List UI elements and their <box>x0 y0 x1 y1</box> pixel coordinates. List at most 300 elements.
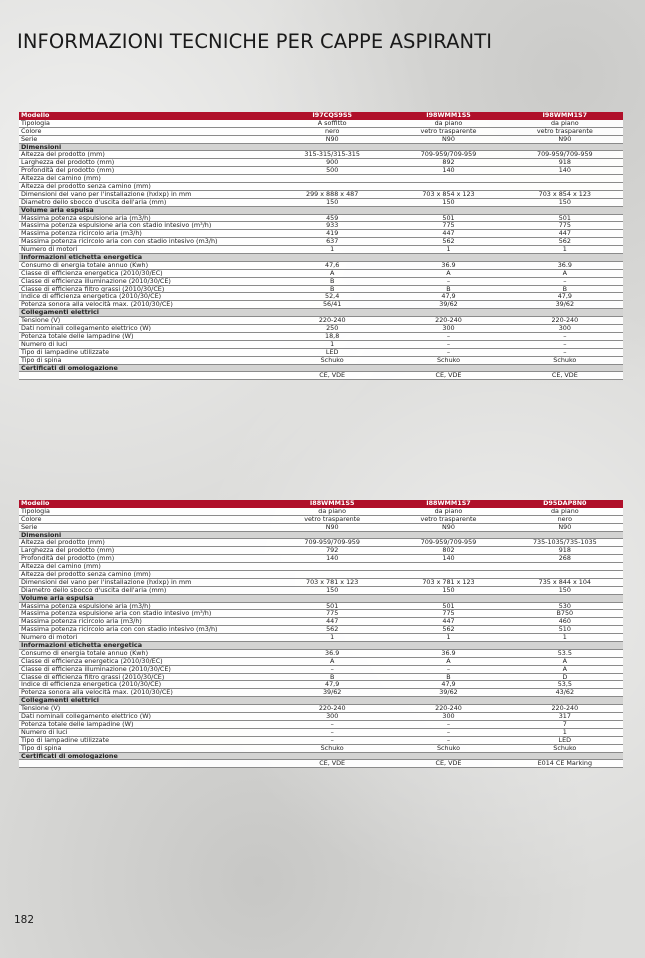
row-label: Massima potenza espulsione aria con stadio intesivo (m³/h) <box>21 222 212 230</box>
cell-value <box>507 183 623 190</box>
cell-value: 300 <box>442 325 455 332</box>
cell-value: B <box>446 673 451 681</box>
row-label: Numero di luci <box>21 728 68 736</box>
cell-value: 447 <box>442 618 455 626</box>
cell-value <box>390 532 506 539</box>
cell-value <box>507 144 623 151</box>
row-label: Tensione (V) <box>21 705 61 713</box>
cell-value: I88WMM1S7 <box>426 500 471 507</box>
row-label: Colore <box>21 515 42 523</box>
cell-value: 900 <box>326 159 339 167</box>
cell-value: 300 <box>558 325 571 332</box>
row-label: Altezza del camino (mm) <box>21 175 101 183</box>
cell-value: 735-1035/735-1035 <box>532 539 597 547</box>
cell-value: – <box>563 340 567 348</box>
cell-value: 501 <box>558 214 571 222</box>
row-label: Certificati di omologazione <box>21 364 118 372</box>
row-label: Massima potenza ricircolo aria (m3/h) <box>21 230 142 238</box>
cell-value: – <box>330 720 334 728</box>
row-label: Tipo di lampadine utilizzate <box>21 736 110 744</box>
cell-value: B <box>329 673 335 681</box>
table-row <box>19 230 623 238</box>
cell-value <box>274 642 390 649</box>
cell-value <box>274 254 390 261</box>
row-label: Massima potenza ricircolo aria con con stadio intesivo (m3/h) <box>21 238 218 246</box>
cell-value <box>274 365 390 372</box>
row-label: Classe di efficienza filtro grassi (2010/30/CE) <box>21 285 165 293</box>
cell-value: I98WMM1S5 <box>426 112 471 119</box>
cell-value: B <box>446 285 451 293</box>
cell-value: 933 <box>326 222 339 230</box>
cell-value: nero <box>324 127 340 135</box>
cell-value: – <box>446 277 451 285</box>
table-row <box>19 175 623 183</box>
cell-value <box>507 309 623 316</box>
cell-value: 703 x 781 x 123 <box>422 578 475 586</box>
cell-value: 709-959/709-959 <box>537 151 593 159</box>
table-row <box>19 325 623 333</box>
cell-value <box>274 183 390 190</box>
cell-value: B750 <box>556 610 574 618</box>
cell-value <box>507 207 623 214</box>
cell-value: vetro trasparente <box>536 127 593 135</box>
table-row <box>19 729 623 737</box>
cell-value: 459 <box>326 214 339 222</box>
cell-value: da piano <box>550 119 579 127</box>
row-label: Tipologia <box>21 507 50 515</box>
cell-value: 501 <box>442 602 455 610</box>
cell-value: Schuko <box>553 356 577 364</box>
row-label: Numero di luci <box>21 340 68 348</box>
row-label: Collegamenti elettrici <box>21 697 99 705</box>
table-row <box>19 603 623 611</box>
table-row <box>19 301 623 309</box>
cell-value <box>390 365 506 372</box>
row-label: Serie <box>21 523 38 531</box>
cell-value: 447 <box>558 230 571 238</box>
table-row <box>19 199 623 207</box>
table-row <box>19 349 623 357</box>
section-header-row <box>19 595 623 603</box>
cell-value: I98WMM1S7 <box>542 112 588 119</box>
table-row <box>19 650 623 658</box>
cell-value: 36.9 <box>325 649 340 657</box>
cell-value: Schuko <box>436 356 461 364</box>
cell-value: 447 <box>326 618 339 626</box>
cell-value: 268 <box>558 555 571 563</box>
cell-value: 1 <box>562 246 567 254</box>
cell-value: 36.9 <box>557 261 572 269</box>
table-row <box>19 666 623 674</box>
cell-value: 220-240 <box>318 705 346 713</box>
table-row <box>19 238 623 246</box>
table-row <box>19 610 623 618</box>
row-label: Altezza del camino (mm) <box>21 563 101 571</box>
cell-value: 52,4 <box>325 293 340 301</box>
spec-table-1 <box>19 112 623 380</box>
table-row <box>19 563 623 571</box>
cell-value: 775 <box>326 610 339 618</box>
cell-value <box>390 183 506 190</box>
cell-value: – <box>563 348 567 356</box>
cell-value: 709-959/709-959 <box>304 539 360 547</box>
section-header-row <box>19 254 623 262</box>
cell-value: 150 <box>326 198 339 206</box>
table-row <box>19 372 623 380</box>
cell-value: CE, VDE <box>435 372 462 380</box>
table-row <box>19 167 623 175</box>
section-header-row <box>19 697 623 705</box>
cell-value: 150 <box>558 198 571 206</box>
cell-value: – <box>330 736 334 744</box>
cell-value: da piano <box>434 507 463 515</box>
row-label: Potenza sonora alla velocità max. (2010/30/CE) <box>21 689 173 697</box>
cell-value: 775 <box>558 222 571 230</box>
table-row <box>19 183 623 191</box>
cell-value: – <box>446 728 451 736</box>
cell-value: 501 <box>326 602 339 610</box>
row-label: Massima potenza espulsione aria con stadio intesivo (m³/h) <box>21 610 212 618</box>
cell-value <box>274 532 390 539</box>
table-row <box>19 516 623 524</box>
cell-value: Schuko <box>320 356 344 364</box>
cell-value: 501 <box>442 214 455 222</box>
table-row <box>19 508 623 516</box>
cell-value: 220-240 <box>551 317 579 325</box>
table-row <box>19 222 623 230</box>
cell-value: – <box>446 348 451 356</box>
cell-value: 709-959/709-959 <box>420 539 477 547</box>
table-row <box>19 524 623 532</box>
table-row <box>19 745 623 753</box>
table-row <box>19 674 623 682</box>
table-row <box>19 713 623 721</box>
table-row <box>19 539 623 547</box>
cell-value: 53.5 <box>557 649 572 657</box>
cell-value: 220-240 <box>435 705 462 713</box>
row-label: Altezza del prodotto (mm) <box>21 539 105 547</box>
cell-value: 709-959/709-959 <box>420 151 477 159</box>
cell-value <box>274 563 390 570</box>
cell-value: 500 <box>326 167 339 175</box>
row-label: Dimensioni del vano per l'installazione (hxlxp) in mm <box>21 578 192 586</box>
row-label: Massima potenza ricircolo aria (m3/h) <box>21 618 142 626</box>
cell-value <box>274 309 390 316</box>
cell-value: 36.9 <box>441 649 456 657</box>
cell-value <box>507 595 623 602</box>
row-label: Profondità del prodotto (mm) <box>21 167 115 175</box>
cell-value: 1 <box>562 634 567 642</box>
row-label: Tensione (V) <box>21 317 61 325</box>
table-header-row <box>19 112 623 120</box>
row-label: Volume aria espulsa <box>21 594 94 602</box>
cell-value: 892 <box>442 159 455 167</box>
cell-value <box>274 697 390 704</box>
cell-value: N90 <box>442 523 455 531</box>
cell-value: 47,9 <box>557 293 572 301</box>
row-label: Consumo di energia totale annuo (Kwh) <box>21 261 149 269</box>
table-row <box>19 705 623 713</box>
cell-value <box>390 697 506 704</box>
table-header-row <box>19 500 623 508</box>
cell-value <box>507 571 623 578</box>
cell-value: nero <box>557 515 573 523</box>
cell-value: 317 <box>558 713 571 720</box>
row-label: Volume aria espulsa <box>21 206 94 214</box>
cell-value: CE, VDE <box>551 372 578 380</box>
cell-value: 637 <box>326 238 339 246</box>
table-row <box>19 159 623 167</box>
cell-value: 735 x 844 x 104 <box>538 578 591 586</box>
section-header-row <box>19 642 623 650</box>
cell-value: 703 x 781 x 123 <box>306 578 359 586</box>
cell-value: vetro trasparente <box>420 515 477 523</box>
cell-value <box>390 207 506 214</box>
cell-value: 792 <box>326 547 339 555</box>
cell-value: vetro trasparente <box>420 127 477 135</box>
row-label: Diametro dello sbocco d'uscita dell'aria (mm) <box>21 198 167 206</box>
cell-value: 419 <box>326 230 339 238</box>
cell-value: 1 <box>446 634 451 642</box>
cell-value: 47,9 <box>441 681 456 689</box>
cell-value: 140 <box>326 555 339 563</box>
cell-value: 220-240 <box>435 317 462 325</box>
cell-value: da piano <box>318 507 347 515</box>
row-label: Dimensioni <box>21 531 62 539</box>
section-header-row <box>19 309 623 317</box>
table-row <box>19 333 623 341</box>
cell-value: 703 x 854 x 123 <box>422 190 475 198</box>
cell-value: 918 <box>558 159 571 167</box>
table-row <box>19 760 623 768</box>
cell-value: 150 <box>442 198 455 206</box>
section-header-row <box>19 144 623 152</box>
cell-value: 1 <box>330 246 335 254</box>
cell-value: A soffitto <box>317 119 347 127</box>
row-label: Potenza sonora alla velocità max. (2010/30/CE) <box>21 301 173 309</box>
cell-value <box>507 642 623 649</box>
row-label: Collegamenti elettrici <box>21 309 99 317</box>
cell-value: E014 CE Marking <box>537 760 593 768</box>
cell-value: 250 <box>326 325 339 332</box>
table-row <box>19 341 623 349</box>
row-label: Classe di efficienza illuminazione (2010/30/CE) <box>21 277 171 285</box>
cell-value: 802 <box>442 547 455 555</box>
cell-value: 315-315/315-315 <box>304 151 360 159</box>
row-label: Indice di efficienza energetica (2010/30/CE) <box>21 681 162 689</box>
row-label: Modello <box>21 112 50 119</box>
table-row <box>19 278 623 286</box>
row-label: Certificati di omologazione <box>21 752 118 760</box>
table-row <box>19 317 623 325</box>
cell-value <box>274 144 390 151</box>
table-row <box>19 270 623 278</box>
cell-value <box>274 595 390 602</box>
cell-value: A <box>562 657 567 665</box>
cell-value: 775 <box>442 222 455 230</box>
row-label: Consumo di energia totale annuo (Kwh) <box>21 649 149 657</box>
row-label: Tipo di lampadine utilizzate <box>21 348 110 356</box>
cell-value: 1 <box>446 246 451 254</box>
cell-value: D <box>562 673 568 681</box>
cell-value: 562 <box>326 626 339 634</box>
cell-value <box>390 254 506 261</box>
cell-value: 36.9 <box>441 261 456 269</box>
row-label: Informazioni etichetta energetica <box>21 254 143 261</box>
table-row <box>19 634 623 642</box>
cell-value: 460 <box>558 618 571 626</box>
cell-value: 1 <box>330 340 335 348</box>
row-label: Modello <box>21 500 50 507</box>
row-label: Massima potenza espulsione aria (m3/h) <box>21 602 151 610</box>
cell-value: – <box>446 720 451 728</box>
cell-value: 510 <box>558 626 571 634</box>
cell-value: B <box>329 277 335 285</box>
table-row <box>19 136 623 144</box>
cell-value <box>507 563 623 570</box>
cell-value: 39/62 <box>439 689 458 697</box>
cell-value: – <box>563 332 567 340</box>
table-row <box>19 681 623 689</box>
table-row <box>19 286 623 294</box>
row-label <box>19 760 274 767</box>
row-label: Tipo di spina <box>21 356 62 364</box>
cell-value: da piano <box>434 119 463 127</box>
cell-value: – <box>330 728 334 736</box>
row-label: Altezza del prodotto senza camino (mm) <box>21 183 151 190</box>
cell-value: A <box>446 657 451 665</box>
cell-value <box>507 365 623 372</box>
cell-value: 150 <box>442 586 455 594</box>
spec-table-2 <box>19 500 623 768</box>
cell-value: 299 x 888 x 487 <box>306 190 359 198</box>
table-row <box>19 246 623 254</box>
cell-value: vetro trasparente <box>304 515 361 523</box>
cell-value: 300 <box>326 713 339 720</box>
row-label: Potenza totale delle lampadine (W) <box>21 332 134 340</box>
table-row <box>19 262 623 270</box>
cell-value: N90 <box>442 135 455 143</box>
row-label: Larghezza del prodotto (mm) <box>21 547 115 555</box>
cell-value: 39/62 <box>555 301 575 309</box>
cell-value: 47,9 <box>441 293 456 301</box>
cell-value: 53,5 <box>557 681 572 689</box>
cell-value <box>274 753 390 760</box>
table-row <box>19 587 623 595</box>
cell-value <box>507 532 623 539</box>
cell-value: B <box>562 285 568 293</box>
row-label: Classe di efficienza filtro grassi (2010/30/CE) <box>21 673 165 681</box>
row-label: Dimensioni <box>21 143 62 151</box>
page-number: 182 <box>14 914 35 926</box>
row-label: Colore <box>21 127 42 135</box>
cell-value <box>390 175 506 182</box>
row-label: Numero di motori <box>21 634 78 642</box>
cell-value: Schuko <box>553 744 577 752</box>
cell-value: 775 <box>442 610 455 618</box>
row-label: Profondità del prodotto (mm) <box>21 555 115 563</box>
table-row <box>19 547 623 555</box>
cell-value <box>507 697 623 704</box>
cell-value: CE, VDE <box>319 372 346 380</box>
cell-value <box>507 175 623 182</box>
row-label: Indice di efficienza energetica (2010/30/CE) <box>21 293 162 301</box>
cell-value: 562 <box>442 238 455 246</box>
cell-value: 140 <box>558 167 571 175</box>
row-label: Massima potenza ricircolo aria con con stadio intesivo (m3/h) <box>21 626 218 634</box>
cell-value: 56/41 <box>322 301 342 309</box>
page-title: INFORMAZIONI TECNICHE PER CAPPE ASPIRANTI <box>17 30 493 53</box>
cell-value: 7 <box>562 720 567 728</box>
cell-value: 140 <box>442 167 455 175</box>
cell-value: – <box>446 736 451 744</box>
row-label: Dimensioni del vano per l'installazione (hxlxp) in mm <box>21 190 192 198</box>
row-label: Numero di motori <box>21 246 78 254</box>
table-row <box>19 151 623 159</box>
table-row <box>19 555 623 563</box>
cell-value: 43/62 <box>555 689 575 697</box>
row-label: Classe di efficienza energetica (2010/30/EC) <box>21 657 163 665</box>
row-label: Larghezza del prodotto (mm) <box>21 159 115 167</box>
cell-value: 220-240 <box>551 705 579 713</box>
cell-value <box>274 207 390 214</box>
cell-value: 703 x 854 x 123 <box>538 190 591 198</box>
cell-value: 220-240 <box>318 317 346 325</box>
row-label: Tipo di spina <box>21 744 62 752</box>
cell-value: 447 <box>442 230 455 238</box>
row-label <box>19 372 274 379</box>
table-row <box>19 579 623 587</box>
cell-value: LED <box>558 736 572 744</box>
cell-value <box>507 753 623 760</box>
cell-value <box>390 144 506 151</box>
cell-value: – <box>446 340 451 348</box>
cell-value: I97CQS9S5 <box>312 112 352 119</box>
cell-value: 300 <box>442 713 455 720</box>
table-row <box>19 658 623 666</box>
table-row <box>19 626 623 634</box>
cell-value: 918 <box>558 547 571 555</box>
cell-value <box>390 753 506 760</box>
row-label: Altezza del prodotto senza camino (mm) <box>21 571 151 578</box>
row-label: Tipologia <box>21 119 50 127</box>
row-label: Classe di efficienza illuminazione (2010/30/CE) <box>21 665 171 673</box>
cell-value: da piano <box>550 507 579 515</box>
row-label: Serie <box>21 135 38 143</box>
cell-value: A <box>446 269 451 277</box>
cell-value: B <box>329 285 335 293</box>
table-row <box>19 293 623 301</box>
cell-value <box>274 571 390 578</box>
table-row <box>19 120 623 128</box>
table-row <box>19 689 623 697</box>
cell-value: – <box>563 277 567 285</box>
cell-value: Schuko <box>320 744 344 752</box>
cell-value: 150 <box>558 586 571 594</box>
cell-value: Schuko <box>436 744 461 752</box>
cell-value: CE, VDE <box>319 760 346 768</box>
cell-value: N90 <box>325 135 339 143</box>
row-label: Classe di efficienza energetica (2010/30/EC) <box>21 269 163 277</box>
row-label: Massima potenza espulsione aria (m3/h) <box>21 214 151 222</box>
cell-value: 562 <box>442 626 455 634</box>
cell-value: 47,9 <box>325 681 340 689</box>
cell-value: CE, VDE <box>435 760 462 768</box>
cell-value: A <box>329 657 335 665</box>
cell-value <box>274 175 390 182</box>
cell-value: 140 <box>442 555 455 563</box>
row-label: Potenza totale delle lampadine (W) <box>21 720 134 728</box>
